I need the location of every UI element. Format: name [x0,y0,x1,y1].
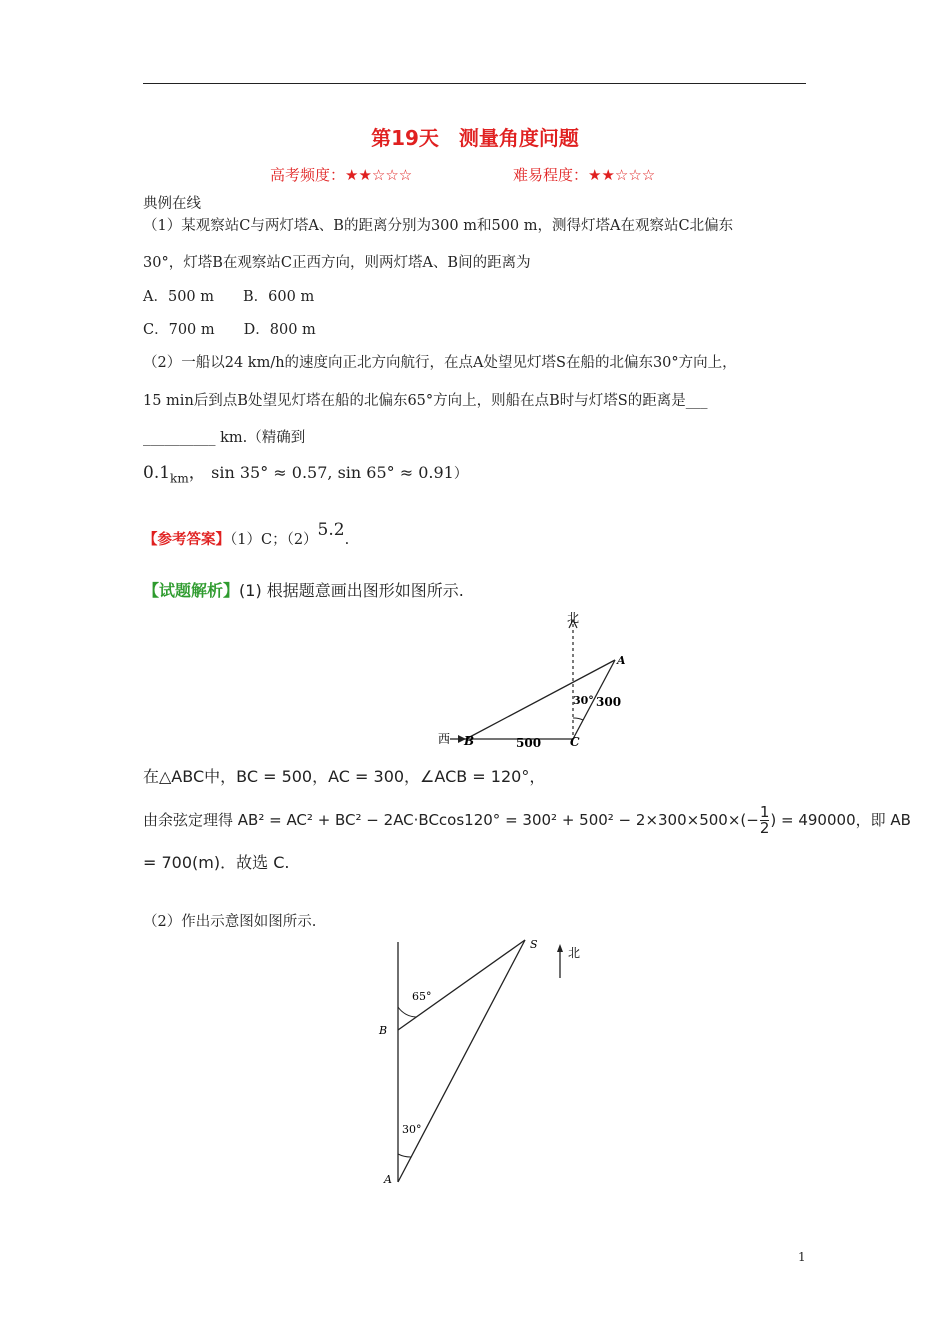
angle-arc-b [398,1007,416,1017]
fig1-point-b: B [464,734,475,748]
line-as [398,940,525,1182]
frequency-rating: 高考频度：★★☆☆☆ [270,166,413,184]
precision-unit: km [170,471,189,486]
fig2-point-s: S [530,938,538,951]
q2-line1: （2）一船以24 km/h的速度向正北方向航行，在点A处望见灯塔S在船的北偏东30°方向上， [143,355,737,371]
figure-triangle-abc [430,604,630,754]
answer-end: . [344,532,350,548]
close-paren: ） [453,466,468,482]
fig1-north-label: 北 [567,611,580,625]
part2-intro: （2）作出示意图如图所示. [143,914,317,930]
q1-options-row2: C．700 m D．800 m [143,322,316,338]
q2-line2: 15 min后到点B处望见灯塔在船的北偏东65°方向上，则船在点B时与灯塔S的距离是___ [143,393,708,409]
fig1-west-label: 西 [438,732,451,746]
north-arrowhead-2 [557,944,563,952]
fig1-ac-length: 300 [596,695,622,709]
precision-value: 0.1 [143,463,171,483]
page-number: 1 [798,1250,806,1264]
header-rule [143,83,806,84]
analysis-intro-line [143,578,464,601]
analysis-label: 【试题解析】 [143,581,240,600]
fig1-point-a: A [617,654,626,667]
fraction-denominator: 2 [759,819,770,837]
line-bs [398,940,525,1030]
analysis-intro: (1) 根据题意画出图形如图所示. [239,581,464,600]
analysis-line2 [143,805,911,836]
answer-label: 【参考答案】 [143,532,230,548]
q1-options-row1: A．500 m B．600 m [143,289,315,305]
fraction-half [760,805,770,836]
angle-arc [573,718,583,720]
q2-line3: __________ km.（精确到 [143,430,306,446]
comma: ， [188,463,206,483]
q1-line2: 30°，灯塔B在观察站C正西方向，则两灯塔A、B间的距离为 [143,255,531,271]
angle-arc-a [398,1154,411,1157]
answer-text: （1）C；（2） [230,532,318,548]
analysis-line3: = 700(m)．故选 C. [143,853,290,872]
section-label: 典例在线 [143,196,201,212]
analysis-line1: 在△ABC中，BC = 500，AC = 300，∠ACB = 120°， [143,767,546,786]
page-title: 第19天 测量角度问题 [371,126,579,150]
fig2-north-label: 北 [568,946,581,960]
sine-formula: sin 35° ≈ 0.57, sin 65° ≈ 0.91 [211,463,454,482]
figure-ship-diagram [370,930,600,1190]
fig1-bc-length: 500 [516,736,542,750]
answer-value: 5.2 [317,520,345,540]
answer-line [143,520,350,549]
cosine-law-left: 由余弦定理得 AB² = AC² + BC² − 2AC·BCcos120° = 300² + 500² − 2×300×500×(− [143,811,759,829]
fig2-angle-a: 30° [402,1123,422,1136]
fig2-point-b: B [379,1024,388,1037]
fig2-point-a: A [384,1173,392,1186]
q2-line4 [143,458,468,485]
fig1-angle-label: 30° [573,694,594,707]
fig1-point-c: C [570,735,580,749]
q1-line1: （1）某观察站C与两灯塔A、B的距离分别为300 m和500 m，测得灯塔A在观察站C北偏东 [143,218,734,234]
fig2-angle-b: 65° [412,990,432,1003]
fraction-numerator: 1 [759,803,770,821]
difficulty-rating: 难易程度：★★☆☆☆ [513,166,656,184]
cosine-law-right: ) = 490000，即 AB [770,811,911,829]
